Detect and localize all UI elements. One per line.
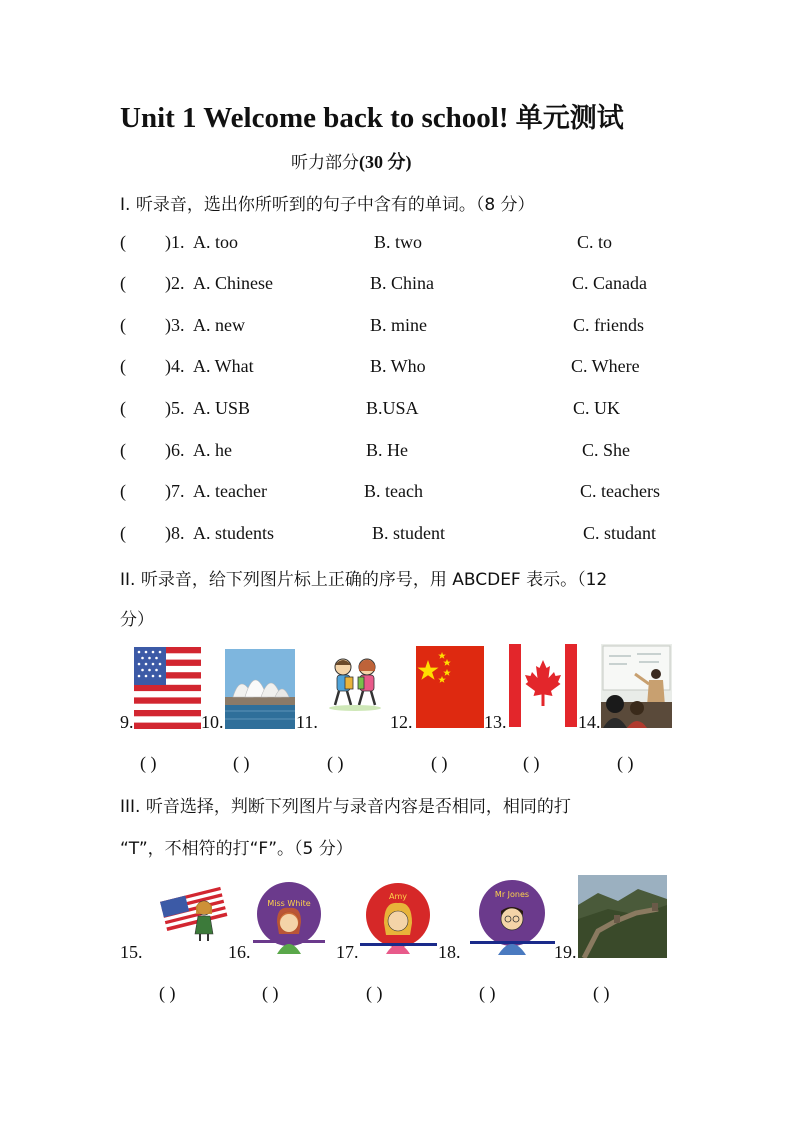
page-title — [120, 96, 624, 135]
option-c: C. She — [582, 440, 631, 460]
answer-blank-18[interactable]: ( ) — [479, 983, 496, 1003]
answer-blank-9[interactable]: ( ) — [140, 753, 157, 773]
answer-blank-10[interactable]: ( ) — [233, 753, 250, 773]
question-answer-blank[interactable]: ( — [120, 440, 126, 460]
option-a: A. he — [193, 440, 232, 460]
canada-flag-icon — [509, 644, 577, 727]
option-a: A. USB — [193, 398, 251, 418]
section2-heading-line1: II. 听录音，给下列图片标上正确的序号，用 ABCDEF 表示。（12 — [120, 570, 608, 590]
china-flag-icon — [416, 646, 484, 728]
amy-label: Amy — [389, 892, 407, 901]
option-c: C. Canada — [572, 273, 647, 293]
question-number: )1. — [165, 232, 185, 252]
question-number: )5. — [165, 398, 185, 418]
subtitle-score: (30 分) — [359, 152, 412, 172]
picture-number-16: 16. — [228, 942, 251, 962]
teacher-classroom-icon — [601, 644, 672, 728]
subtitle-chinese: 听力部分 — [291, 153, 359, 173]
option-b: B. He — [366, 440, 408, 460]
question-number: )4. — [165, 356, 185, 376]
option-b: B. student — [372, 523, 446, 543]
picture-number-10: 10. — [201, 712, 224, 732]
children-icon — [325, 655, 385, 713]
picture-number-17: 17. — [336, 942, 359, 962]
option-c: C. UK — [573, 398, 621, 418]
miss-white-label: Miss White — [267, 899, 311, 908]
answer-blank-14[interactable]: ( ) — [617, 753, 634, 773]
question-answer-blank[interactable]: ( — [120, 398, 126, 418]
picture-number-13: 13. — [484, 712, 507, 732]
picture-number-11: 11. — [296, 712, 318, 732]
answer-blank-16[interactable]: ( ) — [262, 983, 279, 1003]
section1-heading: I. 听录音，选出你所听到的句子中含有的单词。（8 分） — [120, 195, 535, 215]
option-c: C. teachers — [580, 481, 660, 501]
answer-blank-13[interactable]: ( ) — [523, 753, 540, 773]
picture-number-14: 14. — [578, 712, 601, 732]
option-b: B. China — [370, 273, 435, 293]
question-answer-blank[interactable]: ( — [120, 232, 126, 252]
answer-blank-15[interactable]: ( ) — [159, 983, 176, 1003]
question-number: )8. — [165, 523, 185, 543]
mr-jones-label: Mr Jones — [494, 890, 530, 899]
option-a: A. Chinese — [193, 273, 273, 293]
section3-heading-line2: “T”，不相符的打“F”。（5 分） — [120, 839, 353, 859]
miss-white-icon — [253, 878, 325, 954]
usa-flag-icon — [134, 647, 201, 729]
question-number: )2. — [165, 273, 185, 293]
amy-icon — [360, 877, 437, 954]
option-c: C. studant — [583, 523, 657, 543]
answer-blank-12[interactable]: ( ) — [431, 753, 448, 773]
picture-number-12: 12. — [390, 712, 413, 732]
option-a: A. students — [193, 523, 274, 543]
question-answer-blank[interactable]: ( — [120, 273, 126, 293]
picture-number-9: 9. — [120, 712, 134, 732]
question-answer-blank[interactable]: ( — [120, 523, 126, 543]
picture-number-15: 15. — [120, 942, 143, 962]
answer-blank-17[interactable]: ( ) — [366, 983, 383, 1003]
option-a: A. teacher — [193, 481, 267, 501]
option-a: A. What — [193, 356, 254, 376]
option-c: C. Where — [571, 356, 640, 376]
picture-number-19: 19. — [554, 942, 577, 962]
option-a: A. new — [193, 315, 245, 335]
section3-heading-line1: III. 听音选择，判断下列图片与录音内容是否相同，相同的打 — [120, 797, 571, 817]
option-b: B. mine — [370, 315, 427, 335]
sydney-opera-house-icon — [225, 649, 295, 729]
answer-blank-19[interactable]: ( ) — [593, 983, 610, 1003]
option-b: B. teach — [364, 481, 423, 501]
great-wall-icon — [578, 875, 667, 958]
question-number: )7. — [165, 481, 185, 501]
title-english: Unit 1 Welcome back to school! — [120, 102, 509, 134]
option-b: B.USA — [366, 398, 419, 418]
option-c: C. friends — [573, 315, 644, 335]
answer-blank-11[interactable]: ( ) — [327, 753, 344, 773]
question-answer-blank[interactable]: ( — [120, 481, 126, 501]
question-answer-blank[interactable]: ( — [120, 356, 126, 376]
mr-jones-icon — [470, 873, 555, 955]
question-answer-blank[interactable]: ( — [120, 315, 126, 335]
girl-with-usa-flag-icon — [158, 884, 228, 942]
option-b: B. two — [374, 232, 423, 252]
question-number: )6. — [165, 440, 185, 460]
question-number: )3. — [165, 315, 185, 335]
title-chinese: 单元测试 — [515, 103, 624, 134]
option-c: C. to — [577, 232, 613, 252]
option-a: A. too — [193, 232, 238, 252]
picture-number-18: 18. — [438, 942, 461, 962]
page-subtitle — [291, 148, 412, 174]
section2-heading-line2: 分） — [120, 610, 154, 630]
option-b: B. Who — [370, 356, 426, 376]
